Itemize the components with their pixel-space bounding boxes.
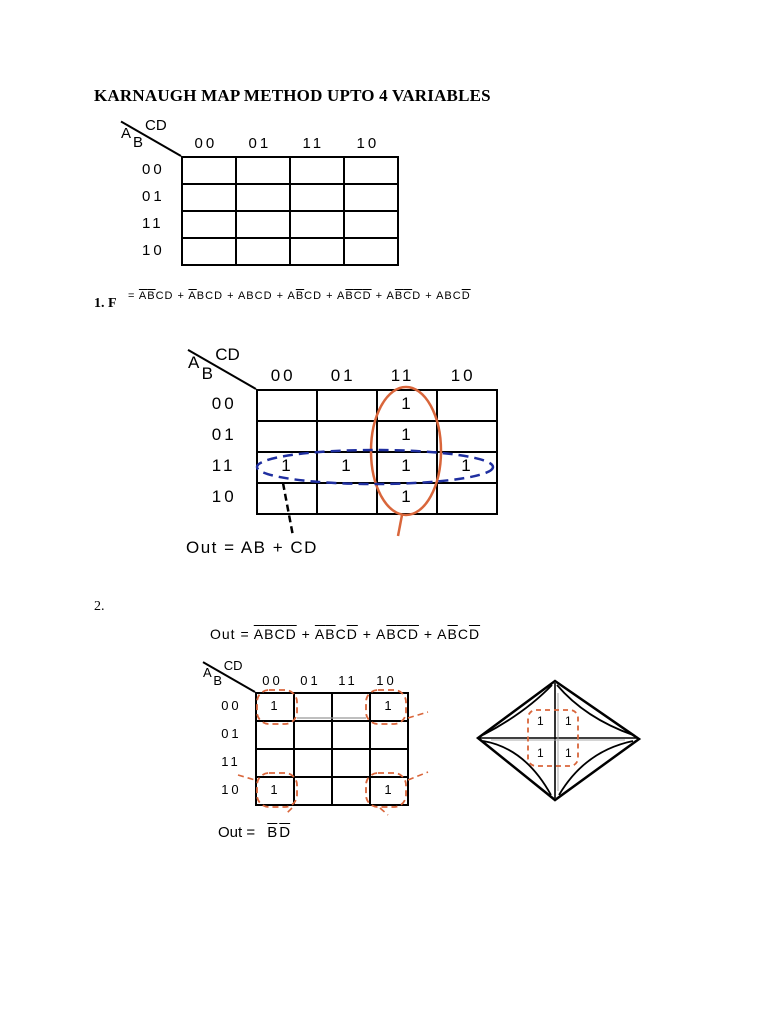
cd-pointer-line [398,515,402,536]
wrap-dash [238,775,255,780]
axis-a-label: A [203,664,212,680]
axis-cd-label: CD [223,658,243,674]
eq-prefix: = [128,290,136,302]
axis-cd-label: CD [145,117,167,134]
result-lhs: Out = [218,824,256,841]
cd-code-01: 01 [248,135,272,152]
cd-code-10: 10 [450,366,476,385]
wrap-dash [380,808,388,815]
cd-code-01: 01 [330,366,356,385]
kmap-value: 1 [341,456,351,476]
kmap-value: 1 [270,698,278,714]
kmap-value: 1 [270,782,278,798]
cd-code-00: 00 [262,673,283,688]
wrap-dash [408,772,428,780]
corner-group-arc [257,690,297,724]
ab-code-01: 01 [211,425,237,445]
kmap-value: 1 [384,698,392,714]
axis-b-label: B [133,133,144,151]
example-2-label: 2. [94,599,105,614]
folded-map-value: 1 [537,714,544,728]
ab-code-11: 11 [221,754,241,770]
ab-code-10: 10 [211,487,237,507]
kmap-value: 1 [401,487,411,507]
ab-code-11: 11 [211,456,236,476]
axis-b-label: B [201,363,213,383]
cd-code-11: 11 [390,366,415,385]
folded-map-value: 1 [565,746,572,760]
axis-a-label: A [188,353,200,373]
cd-code-00: 00 [194,135,218,152]
folded-map-value: 1 [537,746,544,760]
corner-group-arc [257,773,297,807]
kmap-corner-diagonal [188,350,256,389]
ab-code-00: 00 [142,160,165,178]
cd-code-11: 11 [338,673,358,688]
ab-code-11: 11 [142,214,164,232]
folded-map-value: 1 [565,714,572,728]
kmap-value: 1 [461,456,471,476]
example-1-result: Out = AB + CD [186,538,318,557]
kmap-corner-diagonal [203,662,255,692]
ab-code-00: 00 [221,698,242,714]
example-1-label: 1. F [94,296,117,311]
ab-code-10: 10 [221,782,242,798]
axis-cd-label: CD [215,344,240,364]
ab-pointer-line [283,483,293,536]
cd-code-10: 10 [376,673,397,688]
corner-group-arc [366,773,406,807]
result-b-bar: $\overline{B}$ [267,824,278,841]
ab-code-01: 01 [221,726,242,742]
kmap-corner-diagonal [121,122,181,157]
wrap-dash [408,712,428,718]
ab-code-10: 10 [142,241,165,259]
wrap-dash [285,808,292,815]
ab-code-01: 01 [142,187,165,205]
result-d-bar: $\overline{D}$ [279,824,291,841]
cd-code-10: 10 [356,135,380,152]
eq-lhs: Out = [210,626,250,642]
kmap-value: 1 [384,782,392,798]
cd-code-11: 11 [302,135,325,152]
example-1-equation: = $\overline{A}\overline{B}CD + \overline{A}BCD$ + ABCD + $A\overline{B}CD + A\overline{B}\overline{C}\overline{D} + A\overline{B}\overline{C}D + ABC\overline{D}$ [128,290,471,302]
cd-code-00: 00 [270,366,296,385]
kmap-value: 1 [281,456,291,476]
cd-code-01: 01 [300,673,321,688]
ab-code-00: 00 [211,394,237,414]
kmap-value: 1 [401,425,411,445]
kmap-value: 1 [401,456,411,476]
kmap-value: 1 [401,394,411,414]
axis-b-label: B [213,672,223,688]
page-title: KARNAUGH MAP METHOD UPTO 4 VARIABLES [94,86,491,105]
example-2-equation: Out = $\overline{A}\overline{B}\overline{C}\overline{D} + \overline{A}\overline{B}C\overline{D} + A\overline{B}\overline{C}\overline{D} + A\overline{B}C\overline{D}$ [210,626,481,642]
corner-group-arc [366,690,406,724]
axis-a-label: A [121,124,132,142]
